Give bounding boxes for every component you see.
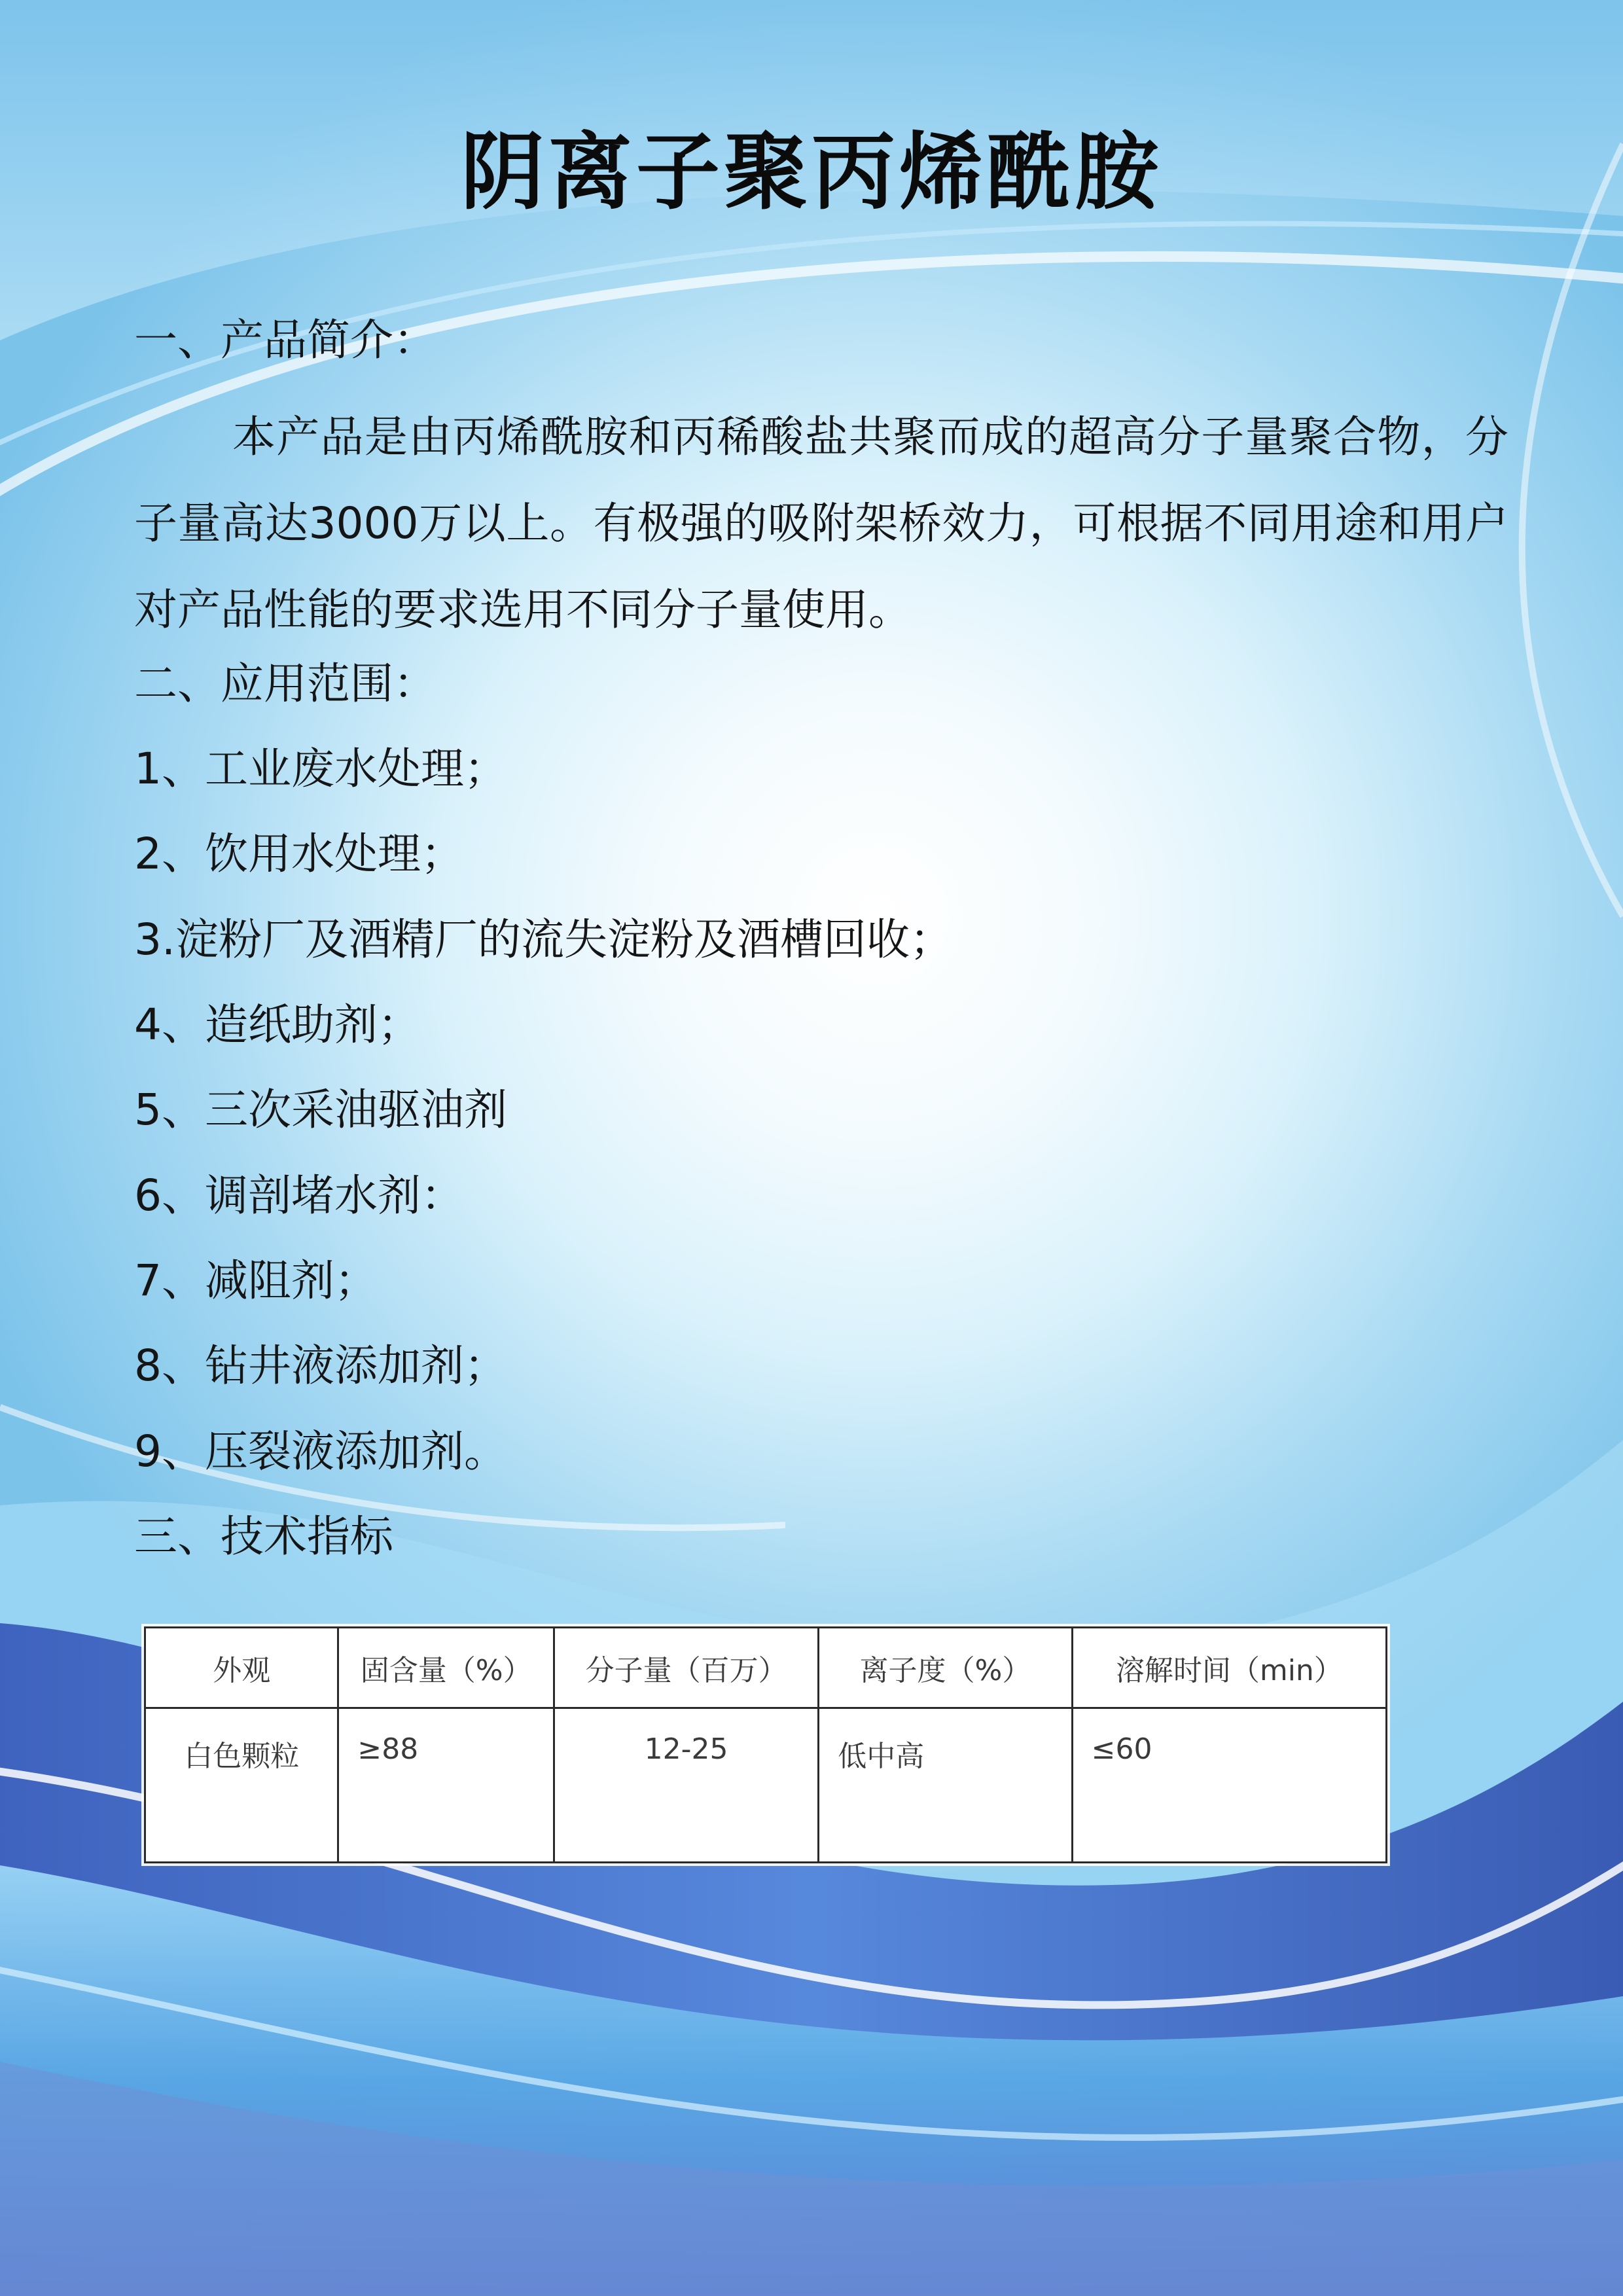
page-title: 阴离子聚丙烯酰胺 [460,124,1162,221]
application-item: 1、工业废水处理； [134,744,507,794]
application-item: 2、饮用水处理； [134,829,464,879]
intro-paragraph: 本产品是由丙烯酰胺和丙稀酸盐共聚而成的超高分子量聚合物，分子量高达3000万以上。有极强的吸附架桥效力，可根据不同用途和用户对产品性能的要求选用不同分子量使用。 [134,412,1508,635]
application-item: 5、三次采油驱油剂 [134,1085,507,1135]
table-row [145,1708,1387,1863]
table-header-cell: 分子量（百万） [554,1628,818,1708]
table-header-cell: 外观 [145,1628,338,1708]
table-cell: ≥88 [338,1708,554,1863]
application-item: 4、造纸助剂； [134,999,421,1050]
application-item: 8、钻井液添加剂； [134,1340,507,1391]
section-heading-intro: 一、产品简介： [134,315,437,365]
section-heading-applications: 二、应用范围： [134,658,437,709]
application-item: 6、调剖堵水剂： [134,1170,464,1221]
table-header-cell: 离子度（%） [819,1628,1072,1708]
application-item: 3.淀粉厂及酒精厂的流失淀粉及酒槽回收； [134,914,953,965]
application-item: 7、减阻剂； [134,1255,378,1306]
table-cell: ≤60 [1072,1708,1386,1863]
table-header-cell: 固含量（%） [338,1628,554,1708]
table-cell: 12-25 [554,1708,818,1863]
spec-table [144,1626,1387,1863]
section-heading-specs: 三、技术指标 [134,1511,393,1562]
table-cell: 低中高 [819,1708,1072,1863]
table-cell: 白色颗粒 [145,1708,338,1863]
table-header-cell: 溶解时间（min） [1072,1628,1386,1708]
table-header-row [145,1628,1387,1708]
application-item: 9、压裂液添加剂。 [134,1426,507,1477]
